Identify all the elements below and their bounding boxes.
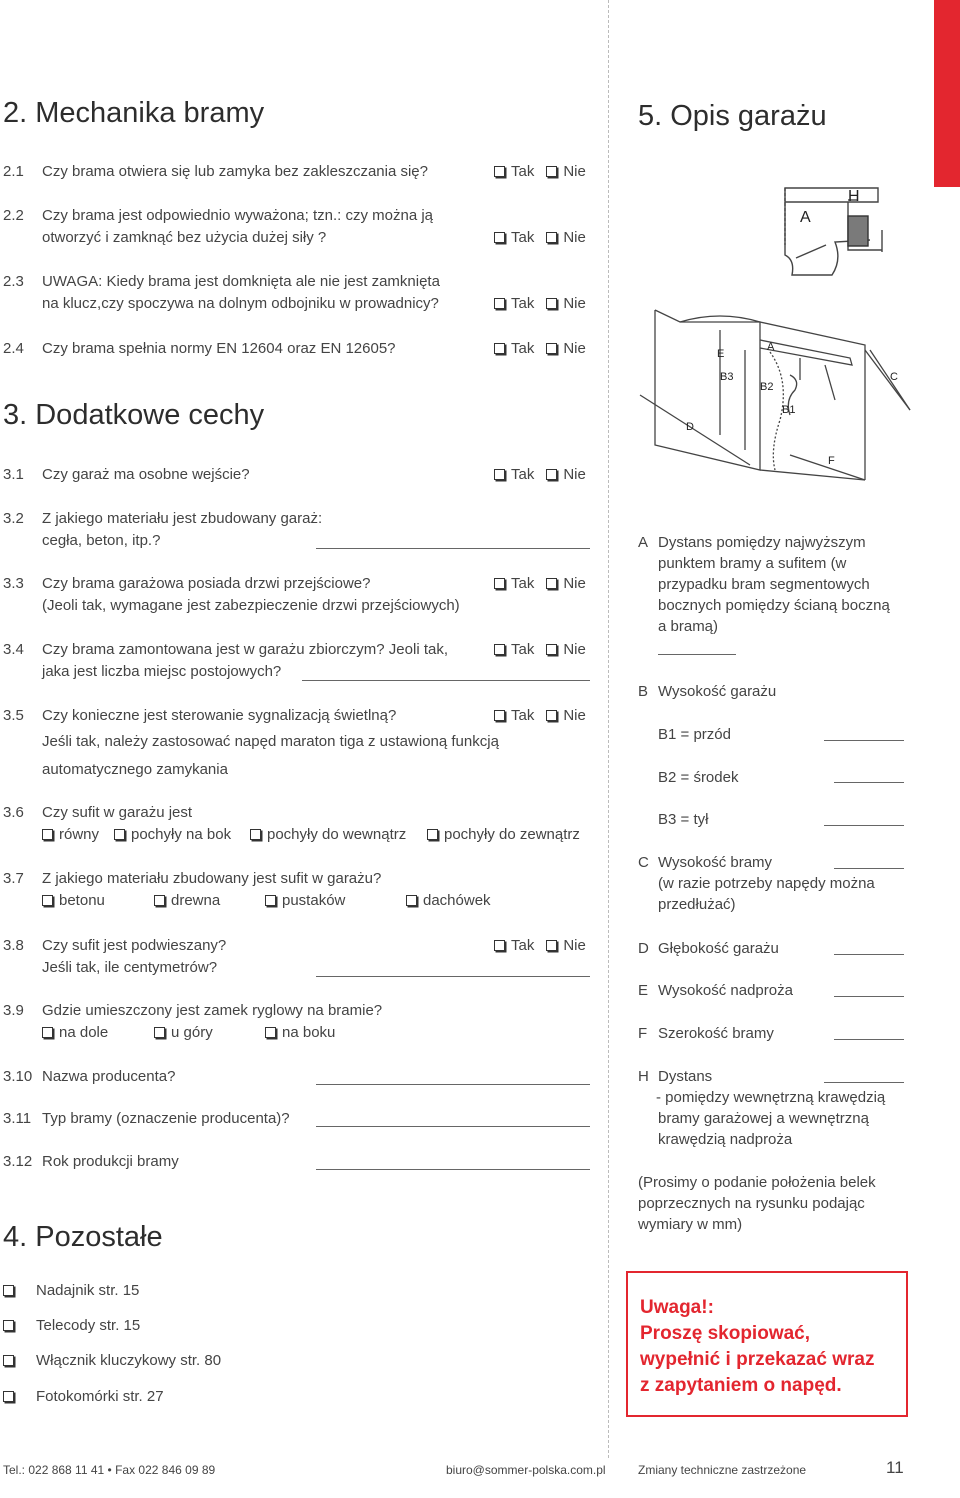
checkbox[interactable] xyxy=(3,1355,14,1366)
checkbox-no[interactable] xyxy=(546,940,557,951)
def-h-text-4: krawędzią nadproża xyxy=(658,1131,793,1148)
q-3-9-option-2[interactable]: u góry xyxy=(154,1024,213,1041)
checkbox-no[interactable] xyxy=(546,469,557,480)
def-d-answer-line[interactable] xyxy=(834,954,904,955)
q-3-2-text-2: cegła, beton, itp.? xyxy=(42,532,161,549)
q-3-7-option-4[interactable]: dachówek xyxy=(406,892,491,909)
diagram-label-c: C xyxy=(890,371,898,383)
checkbox-yes[interactable] xyxy=(494,710,505,721)
def-d-key: D xyxy=(638,940,649,957)
checkbox[interactable] xyxy=(3,1320,14,1331)
q-3-12-answer-line[interactable] xyxy=(316,1169,590,1170)
def-e-answer-line[interactable] xyxy=(834,996,904,997)
q-3-8-text-2: Jeśli tak, ile centymetrów? xyxy=(42,959,218,976)
beam-note-3: wymiary w mm) xyxy=(638,1216,743,1233)
checkbox-yes[interactable] xyxy=(494,644,505,655)
checkbox[interactable] xyxy=(406,895,417,906)
checkbox[interactable] xyxy=(427,829,438,840)
checkbox-no[interactable] xyxy=(546,710,557,721)
q-3-2-number: 3.2 xyxy=(3,510,24,527)
extra-item-1[interactable]: Nadajnik str. 15 xyxy=(3,1282,139,1299)
beam-note-1: (Prosimy o podanie położenia belek xyxy=(638,1174,876,1191)
checkbox-no[interactable] xyxy=(546,166,557,177)
section-2-title: 2. Mechanika bramy xyxy=(3,97,265,129)
checkbox-yes[interactable] xyxy=(494,232,505,243)
warning-line-4: z zapytaniem o napęd. xyxy=(640,1375,842,1396)
def-b3-text: B3 = tył xyxy=(658,811,709,828)
footer-bullet: • xyxy=(107,1463,112,1477)
q-3-6-option-4[interactable]: pochyły do zewnątrz xyxy=(427,826,580,843)
footer-contact xyxy=(3,1463,215,1477)
q-3-6-option-1[interactable]: równy xyxy=(42,826,99,843)
q-3-7-option-2[interactable]: drewna xyxy=(154,892,220,909)
q-2-4-options: Tak Nie xyxy=(494,340,586,357)
page-number: 11 xyxy=(886,1458,904,1477)
q-2-3-options: Tak Nie xyxy=(494,295,586,312)
def-e-key: E xyxy=(638,982,649,999)
def-a-answer-line[interactable] xyxy=(658,654,736,655)
checkbox[interactable] xyxy=(265,1027,276,1038)
q-3-5-text-1: Czy konieczne jest sterowanie sygnalizacją świetlną? xyxy=(42,707,397,724)
q-2-1-text: Czy brama otwiera się lub zamyka bez zakleszczania się? xyxy=(42,163,428,180)
def-a-text-4: bocznych pomiędzy ścianą boczną xyxy=(658,597,890,614)
def-h-answer-line[interactable] xyxy=(824,1082,904,1083)
q-3-3-text-2: (Jeoli tak, wymagane jest zabezpieczenie drzwi przejściowych) xyxy=(42,597,460,614)
q-3-7-option-1[interactable]: betonu xyxy=(42,892,105,909)
def-a-text-2: punktem bramy a sufitem (w xyxy=(658,555,847,572)
q-3-4-number: 3.4 xyxy=(3,641,24,658)
def-b2-text: B2 = środek xyxy=(658,769,739,786)
q-3-1-text: Czy garaż ma osobne wejście? xyxy=(42,466,250,483)
q-3-1-options: Tak Nie xyxy=(494,466,586,483)
def-c-text-3: przedłużać) xyxy=(658,896,736,913)
red-tab xyxy=(934,0,960,187)
warning-line-1: Uwaga!: xyxy=(640,1297,714,1318)
q-3-9-text: Gdzie umieszczony jest zamek ryglowy na bramie? xyxy=(42,1002,383,1019)
checkbox[interactable] xyxy=(265,895,276,906)
extra-item-2[interactable]: Telecody str. 15 xyxy=(3,1317,140,1334)
def-h-key: H xyxy=(638,1068,649,1085)
footer-fax: Fax 022 846 09 89 xyxy=(115,1463,216,1477)
diagram-label-b2: B2 xyxy=(760,381,774,393)
q-3-6-number: 3.6 xyxy=(3,804,24,821)
footer-email[interactable]: biuro@sommer-polska.com.pl xyxy=(446,1463,606,1477)
q-3-4-answer-line[interactable] xyxy=(302,680,590,681)
q-3-10-number: 3.10 xyxy=(3,1068,33,1085)
q-3-11-text: Typ bramy (oznaczenie producenta)? xyxy=(42,1110,290,1127)
q-3-7-option-3[interactable]: pustaków xyxy=(265,892,345,909)
garage-diagram xyxy=(620,180,920,510)
q-3-9-option-3[interactable]: na boku xyxy=(265,1024,335,1041)
footer-changes: Zmiany techniczne zastrzeżone xyxy=(638,1463,807,1477)
diagram-label-b1: B1 xyxy=(782,404,796,416)
def-f-answer-line[interactable] xyxy=(834,1039,904,1040)
q-3-1-number: 3.1 xyxy=(3,466,24,483)
section-5-title: 5. Opis garażu xyxy=(638,100,827,132)
q-3-3-text-1: Czy brama garażowa posiada drzwi przejściowe? xyxy=(42,575,371,592)
q-2-3-text-1: UWAGA: Kiedy brama jest domknięta ale nie jest zamknięta xyxy=(42,273,440,290)
q-2-1-options: Tak Nie xyxy=(494,163,586,180)
checkbox-no[interactable] xyxy=(546,578,557,589)
q-3-10-text: Nazwa producenta? xyxy=(42,1068,176,1085)
q-2-2-text-2: otworzyć i zamknąć bez użycia dużej siły ? xyxy=(42,229,327,246)
diagram-label-a-top: A xyxy=(800,209,811,226)
q-3-3-options: Tak Nie xyxy=(494,575,586,592)
q-2-1-number: 2.1 xyxy=(3,163,24,180)
def-b1-text: B1 = przód xyxy=(658,726,731,743)
diagram-label-a: A xyxy=(767,341,775,353)
diagram-label-e: E xyxy=(717,348,725,360)
def-a-text-3: przypadku bram segmentowych xyxy=(658,576,870,593)
checkbox-yes[interactable] xyxy=(494,343,505,354)
q-2-2-options: Tak Nie xyxy=(494,229,586,246)
q-3-8-number: 3.8 xyxy=(3,937,24,954)
q-3-6-option-3[interactable]: pochyły do wewnątrz xyxy=(250,826,406,843)
q-3-5-number: 3.5 xyxy=(3,707,24,724)
page-fold-divider xyxy=(608,0,609,1458)
checkbox[interactable] xyxy=(154,895,165,906)
checkbox-no[interactable] xyxy=(546,298,557,309)
checkbox-yes[interactable] xyxy=(494,166,505,177)
def-f-text: Szerokość bramy xyxy=(658,1025,774,1042)
def-c-key: C xyxy=(638,854,649,871)
def-a-text-1: Dystans pomiędzy najwyższym xyxy=(658,534,866,551)
warning-text xyxy=(640,1295,900,1399)
q-3-8-options: Tak Nie xyxy=(494,937,586,954)
q-2-2-text-1: Czy brama jest odpowiednio wyważona; tzn.: czy można ją xyxy=(42,207,434,224)
def-b1-answer-line[interactable] xyxy=(824,740,904,741)
warning-line-2: Proszę skopiować, xyxy=(640,1323,811,1344)
q-3-5-text-2: Jeśli tak, należy zastosować napęd maraton tiga z ustawioną funkcją xyxy=(42,733,499,750)
def-b-key: B xyxy=(638,683,649,700)
section-3-title: 3. Dodatkowe cechy xyxy=(3,399,265,431)
q-3-5-text-3: automatycznego zamykania xyxy=(42,761,228,778)
q-2-3-text-2: na klucz,czy spoczywa na dolnym odbojniku w prowadnicy? xyxy=(42,295,439,312)
q-2-2-number: 2.2 xyxy=(3,207,24,224)
q-3-11-number: 3.11 xyxy=(3,1110,32,1127)
q-3-4-options: Tak Nie xyxy=(494,641,586,658)
checkbox-yes[interactable] xyxy=(494,298,505,309)
q-3-8-text-1: Czy sufit jest podwieszany? xyxy=(42,937,227,954)
checkbox-yes[interactable] xyxy=(494,940,505,951)
checkbox[interactable] xyxy=(42,829,53,840)
extra-item-4[interactable]: Fotokomórki str. 27 xyxy=(3,1388,164,1405)
checkbox-yes[interactable] xyxy=(494,578,505,589)
def-a-key: A xyxy=(638,534,649,551)
q-3-8-answer-line[interactable] xyxy=(316,976,590,977)
q-3-11-answer-line[interactable] xyxy=(316,1126,590,1127)
q-3-12-text: Rok produkcji bramy xyxy=(42,1153,179,1170)
checkbox-no[interactable] xyxy=(546,644,557,655)
def-h-text-1: Dystans xyxy=(658,1068,713,1085)
diagram-label-b3: B3 xyxy=(720,371,734,383)
warning-line-3: wypełnić i przekazać wraz xyxy=(640,1349,875,1370)
checkbox[interactable] xyxy=(42,895,53,906)
extra-item-3[interactable]: Włącznik kluczykowy str. 80 xyxy=(3,1352,221,1369)
def-a-text-5: a bramą) xyxy=(658,618,719,635)
def-c-text-2: (w razie potrzeby napędy można xyxy=(658,875,875,892)
q-3-4-text-2: jaka jest liczba miejsc postojowych? xyxy=(42,663,282,680)
q-3-9-number: 3.9 xyxy=(3,1002,24,1019)
checkbox[interactable] xyxy=(3,1391,14,1402)
q-3-4-text-1: Czy brama zamontowana jest w garażu zbiorczym? Jeoli tak, xyxy=(42,641,448,658)
def-h-text-3: bramy garażowej a wewnętrzną xyxy=(658,1110,869,1127)
q-3-9-option-1[interactable]: na dole xyxy=(42,1024,108,1041)
q-2-3-number: 2.3 xyxy=(3,273,24,290)
q-3-12-number: 3.12 xyxy=(3,1153,33,1170)
q-3-7-number: 3.7 xyxy=(3,870,24,887)
def-f-key: F xyxy=(638,1025,648,1042)
q-3-6-text: Czy sufit w garażu jest xyxy=(42,804,193,821)
checkbox[interactable] xyxy=(3,1285,14,1296)
checkbox[interactable] xyxy=(250,829,261,840)
q-3-10-answer-line[interactable] xyxy=(316,1084,590,1085)
def-c-text-1: Wysokość bramy xyxy=(658,854,773,871)
checkbox[interactable] xyxy=(114,829,125,840)
checkbox-no[interactable] xyxy=(546,343,557,354)
def-c-answer-line[interactable] xyxy=(834,868,904,869)
def-b3-answer-line[interactable] xyxy=(824,825,904,826)
q-3-7-text: Z jakiego materiału zbudowany jest sufit w garażu? xyxy=(42,870,382,887)
footer-tel: Tel.: 022 868 11 41 xyxy=(3,1463,105,1477)
def-b-text: Wysokość garażu xyxy=(658,683,777,700)
q-2-4-number: 2.4 xyxy=(3,340,24,357)
q-3-5-options: Tak Nie xyxy=(494,707,586,724)
beam-note-2: poprzecznych na rysunku podając xyxy=(638,1195,865,1212)
def-e-text: Wysokość nadproża xyxy=(658,982,793,999)
q-3-3-number: 3.3 xyxy=(3,575,24,592)
section-4-title: 4. Pozostałe xyxy=(3,1221,163,1253)
diagram-label-h: H xyxy=(848,188,860,205)
diagram-label-f: F xyxy=(828,455,835,467)
q-3-6-option-2[interactable]: pochyły na bok xyxy=(114,826,231,843)
diagram-label-d: D xyxy=(686,421,694,433)
checkbox[interactable] xyxy=(154,1027,165,1038)
q-3-2-answer-line[interactable] xyxy=(316,548,590,549)
def-h-text-2: - pomiędzy wewnętrzną krawędzią xyxy=(656,1089,886,1106)
q-2-4-text: Czy brama spełnia normy EN 12604 oraz EN 12605? xyxy=(42,340,396,357)
q-3-2-text-1: Z jakiego materiału jest zbudowany garaż: xyxy=(42,510,323,527)
checkbox-yes[interactable] xyxy=(494,469,505,480)
checkbox[interactable] xyxy=(42,1027,53,1038)
def-d-text: Głębokość garażu xyxy=(658,940,779,957)
def-b2-answer-line[interactable] xyxy=(834,782,904,783)
checkbox-no[interactable] xyxy=(546,232,557,243)
